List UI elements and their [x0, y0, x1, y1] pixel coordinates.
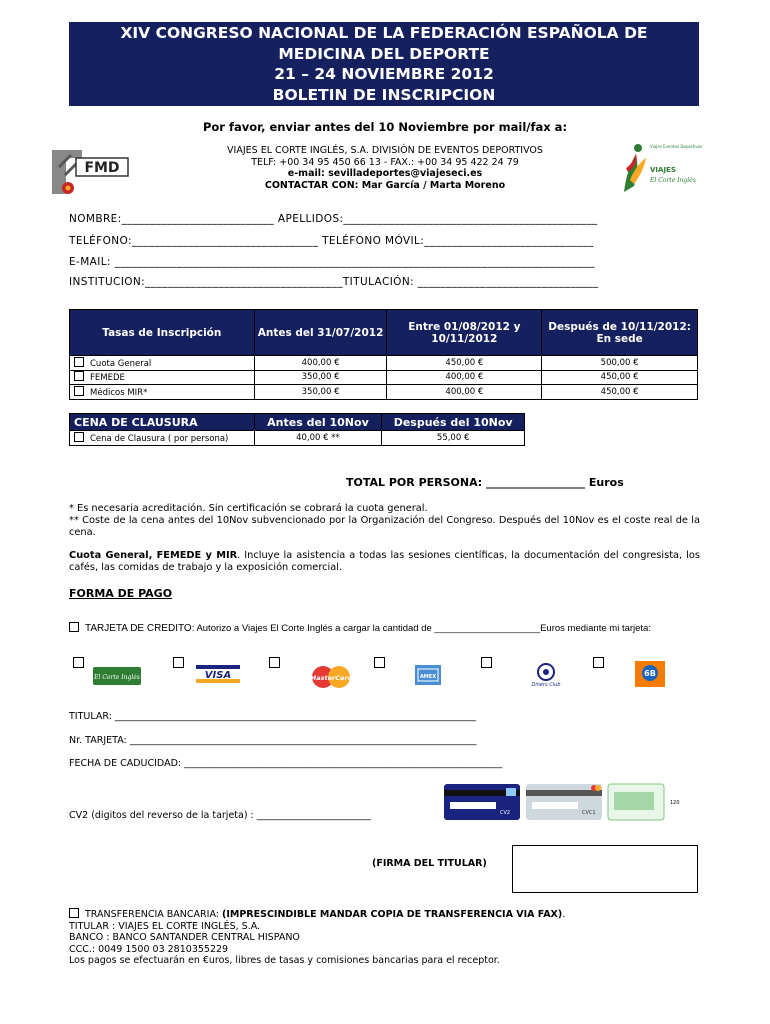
- agency-contact: CONTACTAR CON: Mar García / Marta Moreno: [264, 179, 506, 191]
- viajes-logo-sub: El Corte Inglés: [650, 177, 696, 184]
- cell-value: 450,00 €: [542, 385, 698, 400]
- tasas-col-antes: Antes del 31/07/2012: [254, 310, 387, 356]
- svg-text:Diners Club: Diners Club: [531, 682, 561, 688]
- cell-value: 55,00 €: [382, 431, 525, 446]
- cv2-label-a: CV2: [500, 810, 511, 816]
- congress-dates: 21 – 24 NOVIEMBRE 2012: [274, 65, 494, 83]
- table-row: [70, 385, 698, 400]
- form-title: BOLETIN DE INSCRIPCION: [272, 85, 496, 104]
- svg-text:El Corte Inglés: El Corte Inglés: [94, 674, 140, 681]
- cell-value: 40,00 € **: [254, 431, 382, 446]
- cell-value: 400,00 €: [254, 356, 387, 371]
- cv2-label-c: 120: [670, 800, 680, 806]
- sixb-card-icon: [635, 661, 665, 687]
- notes: [69, 503, 700, 539]
- email-field[interactable]: E-MAIL: _____________________________________________________________________________________: [69, 256, 595, 268]
- checkbox-cena[interactable]: [74, 432, 84, 442]
- svg-text:AMEX: AMEX: [419, 674, 437, 680]
- cell-value: 500,00 €: [542, 356, 698, 371]
- checkbox-femede[interactable]: [74, 371, 84, 381]
- tasa-cuota-general[interactable]: [70, 356, 255, 371]
- cell-value: 450,00 €: [542, 370, 698, 385]
- transferencia-ccc: CCC.: 0049 1500 03 2810355229: [69, 943, 229, 955]
- checkbox-card-diners[interactable]: [481, 657, 492, 668]
- cv2-example-cards: [444, 780, 684, 822]
- checkbox-card-eci[interactable]: [73, 657, 84, 668]
- transferencia-label: TRANSFERENCIA BANCARIA:: [85, 909, 222, 920]
- cena-table: [69, 413, 525, 446]
- checkbox-card-mastercard[interactable]: [269, 657, 280, 668]
- congress-subtitle: MEDICINA DEL DEPORTE: [278, 44, 490, 63]
- telefono-field[interactable]: TELÉFONO:_________________________________ TELÉFONO MÓVIL:______________________________: [69, 235, 594, 247]
- transferencia-option: [69, 908, 565, 921]
- cell-value: 400,00 €: [387, 385, 542, 400]
- cuota-description: [69, 550, 700, 574]
- agency-info: [120, 145, 650, 191]
- agency-phone: TELF: +00 34 95 450 66 13 - FAX.: +00 34 95 422 24 79: [251, 156, 519, 168]
- viajes-eci-logo: [616, 140, 703, 204]
- cv2-label-b: CVC1: [582, 810, 596, 816]
- nr-tarjeta-field[interactable]: Nr. TARJETA: _________________________________________________________________________: [69, 735, 477, 746]
- note-acreditacion: * Es necesaria acreditación. Sin certificación se cobrará la cuota general.: [69, 503, 428, 514]
- cell-value: 450,00 €: [387, 356, 542, 371]
- tarjeta-label: TARJETA DE CREDITO: [85, 623, 192, 634]
- row-label: Cena de Clausura ( por persona): [90, 433, 229, 444]
- transferencia-note: (IMPRESCINDIBLE MANDAR COPIA DE TRANSFERENCIA VIA FAX): [222, 909, 563, 920]
- cell-value: 400,00 €: [387, 370, 542, 385]
- viajes-tag: Viajes Eventos Deportivos: [650, 144, 703, 149]
- cena-col-antes: Antes del 10Nov: [254, 414, 382, 431]
- transferencia-section: [69, 908, 565, 967]
- svg-text:VISA: VISA: [204, 670, 232, 681]
- transferencia-nota: Los pagos se efectuarán en €uros, libres de tasas y comisiones bancarias para el receptor.: [69, 955, 500, 967]
- row-label: Cuota General: [90, 358, 152, 369]
- tarjeta-text: : Autorizo a Viajes El Corte Inglés a cargar la cantidad de ____________________Euros mediante mi tarjeta:: [191, 623, 651, 634]
- card-types: [69, 655, 709, 695]
- viajes-logo-text: VIAJES: [650, 166, 676, 174]
- send-instruction: Por favor, enviar antes del 10 Noviembre por mail/fax a:: [202, 120, 568, 134]
- form-header: [69, 22, 699, 106]
- forma-pago-title: FORMA DE PAGO: [69, 587, 173, 600]
- tasa-mir[interactable]: [70, 385, 255, 400]
- checkbox-card-6b[interactable]: [593, 657, 604, 668]
- titular-field[interactable]: TITULAR: ____________________________________________________________________________: [69, 711, 476, 722]
- checkbox-cuota-general[interactable]: [74, 357, 84, 367]
- cv2-field[interactable]: CV2 (digitos del reverso de la tarjeta) : ________________________: [69, 810, 371, 821]
- cena-col-despues: Después del 10Nov: [382, 414, 525, 431]
- note-cena: ** Coste de la cena antes del 10Nov subvencionado por la Organización del Congreso. Después del 10Nov es el coste real de la cena.: [69, 515, 700, 538]
- cell-value: 350,00 €: [254, 385, 387, 400]
- checkbox-card-visa[interactable]: [173, 657, 184, 668]
- cuota-text: . Incluye la asistencia a todas las sesiones científicas, la documentación del congresista, los cafés, las comidas de trabajo y la exposición comercial.: [69, 550, 700, 573]
- checkbox-transferencia[interactable]: [69, 908, 79, 918]
- tasa-femede[interactable]: [70, 370, 255, 385]
- checkbox-tarjeta[interactable]: [69, 622, 79, 632]
- congress-title: XIV CONGRESO NACIONAL DE LA FEDERACIÓN ESPAÑOLA DE: [120, 24, 648, 42]
- diners-card-icon: [526, 663, 566, 689]
- checkbox-mir[interactable]: [74, 386, 84, 396]
- cena-header: CENA DE CLAUSURA: [70, 414, 255, 431]
- table-row: [70, 431, 525, 446]
- tarjeta-credito-option: [69, 622, 700, 635]
- fmd-logo-text: FMD: [84, 160, 120, 176]
- transferencia-titular: TITULAR : VIAJES EL CORTE INGLÉS, S.A.: [69, 920, 261, 932]
- eci-card-icon: [93, 667, 141, 685]
- cell-value: 350,00 €: [254, 370, 387, 385]
- svg-text:MasterCard: MasterCard: [309, 674, 353, 682]
- nombre-field[interactable]: NOMBRE:___________________________ APELLIDOS:_____________________________________________: [69, 213, 598, 225]
- firma-label: (FIRMA DEL TITULAR): [372, 858, 487, 869]
- firma-box[interactable]: [512, 845, 698, 893]
- transferencia-dot: .: [562, 909, 566, 920]
- table-row: [70, 370, 698, 385]
- visa-card-icon: [196, 665, 240, 683]
- cena-row[interactable]: [70, 431, 255, 446]
- total-por-persona[interactable]: TOTAL POR PERSONA: __________________ Euros: [346, 476, 624, 489]
- tasas-col-entre: Entre 01/08/2012 y 10/11/2012: [387, 310, 542, 356]
- tasas-col-despues: Después de 10/11/2012: En sede: [542, 310, 698, 356]
- institucion-field[interactable]: INSTITUCION:___________________________________TITULACIÓN: ________________________________: [69, 276, 599, 288]
- svg-text:6B: 6B: [644, 669, 656, 678]
- fmd-logo: [46, 144, 130, 200]
- table-row: [70, 356, 698, 371]
- checkbox-card-amex[interactable]: [374, 657, 385, 668]
- mastercard-icon: [305, 665, 357, 689]
- row-label: FEMEDE: [90, 373, 125, 384]
- amex-card-icon: [415, 665, 441, 685]
- agency-email: e-mail: sevilladeportes@viajeseci.es: [287, 168, 483, 179]
- row-label: Médicos MIR*: [90, 387, 148, 398]
- caducidad-field[interactable]: FECHA DE CADUCIDAD: ___________________________________________________________________: [69, 758, 503, 769]
- transferencia-banco: BANCO : BANCO SANTANDER CENTRAL HISPANO: [69, 932, 300, 944]
- tasas-header: Tasas de Inscripción: [70, 310, 255, 356]
- agency-name: VIAJES EL CORTE INGLÉS, S.A. DIVISIÓN DE EVENTOS DEPORTIVOS: [227, 145, 543, 156]
- tasas-table: [69, 309, 698, 400]
- cuota-bold: Cuota General, FEMEDE y MIR: [69, 550, 238, 561]
